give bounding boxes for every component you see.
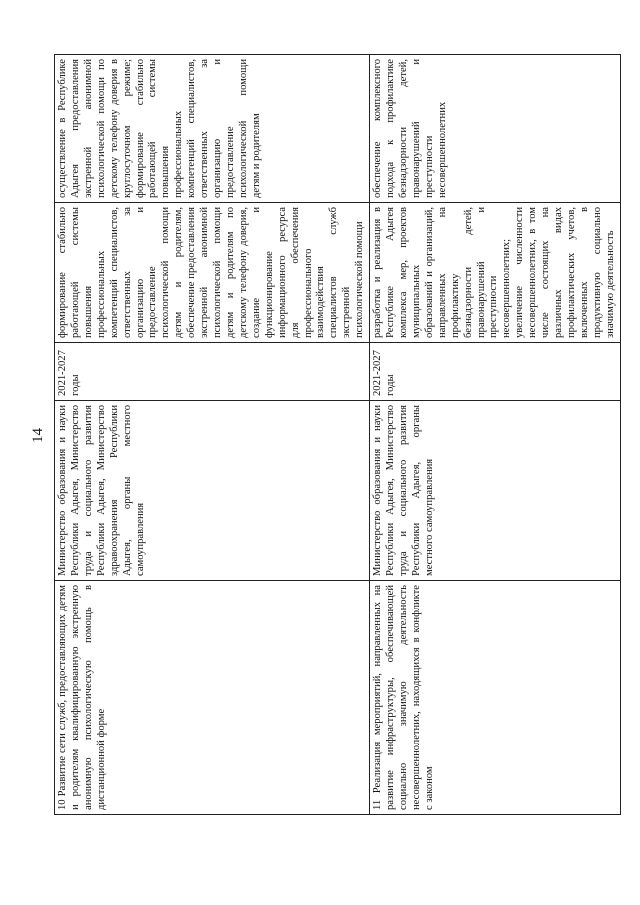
table-row bbox=[370, 55, 621, 815]
measure-cell: 10 Развитие сети служб, предоставляющих детям и родителям квалифицированную экстренную анонимную психологическую помощь в дистанционной форме bbox=[55, 581, 370, 815]
result-cell: разработка и реализация в Республике Адыгея комплекса мер, проектов муниципальных образований и организаций, направленных на профилактику безнадзорности детей, правонарушений и преступности несовершеннолетних; увеличение численности несовершеннолетних, в том числе состоящих на различных видах профилактических учетов, включенных в продуктивную социально значимую деятельность bbox=[370, 203, 621, 343]
measures-table bbox=[54, 54, 621, 815]
result-cell: формирование стабильно работающей системы повышения профессиональных компетенций специалистов, ответственных за организацию и предоставление психологической помощи детям и родителям, обеспечение предоставления экстренной анонимной психологической помощи детям и родителям по детскому телефону доверия, создание и функционирование информационного ресурса для обеспечения профессионального взаимодействия специалистов служб экстренной психологической помощи bbox=[55, 203, 370, 343]
measure-cell: 11 Реализация мероприятий, направленных на развитие инфраструктуры, обеспечивающей социально значимую деятельность несовершеннолетних, находящихся в конфликте с законом bbox=[370, 581, 621, 815]
executors-cell: Министерство образования и науки Республики Адыгея, Министерство труда и социального развития Республики Адыгея, Министерство здравоохранения Республики Адыгея, органы местного самоуправления bbox=[55, 401, 370, 581]
page-number: 14 bbox=[30, 428, 46, 443]
executors-cell: Министерство образования и науки Республики Адыгея, Министерство труда и социального развития Республики Адыгея, органы местного самоуправления bbox=[370, 401, 621, 581]
indicator-cell: обеспечение комплексного подхода к профилактике безнадзорности детей, правонарушений и преступности несовершеннолетних bbox=[370, 55, 621, 203]
term-cell: 2021-2027 годы bbox=[370, 343, 621, 401]
rotated-table-wrapper bbox=[54, 55, 616, 815]
table-row bbox=[55, 55, 370, 815]
indicator-cell: осуществление в Республике Адыгея предоставления экстренной анонимной психологической помощи по детскому телефону доверия в круглосуточном режиме; формирование стабильно работающей системы повышения профессиональных компетенций специалистов, ответственных за организацию и предоставление психологической помощи детям и родителям bbox=[55, 55, 370, 203]
term-cell: 2021-2027 годы bbox=[55, 343, 370, 401]
